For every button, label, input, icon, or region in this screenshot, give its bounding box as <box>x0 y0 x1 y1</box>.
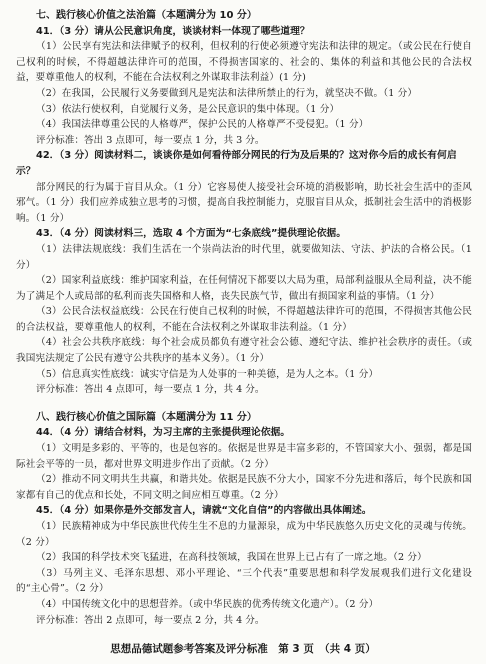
q43-answer-2: （2）国家利益底线：维护国家利益，在任何情况下都要以大局为重，局部利益服从全局利益，决不能为了满足个人或局部的私利而丧失国格和人格，丧失民族气节，做出有损国家利益的事情。（1 分） <box>16 275 472 302</box>
q43-answer-1: （1）法律法规底线：我们生活在一个崇尚法治的时代里，就要做知法、守法、护法的合格公民。（1 分） <box>16 243 472 271</box>
q41-answer-3: （3）依法行使权利，自觉履行义务，是公民意识的集中体现。（1 分） <box>36 103 340 115</box>
q43-scoring: 评分标准：答出 4 点即可，每一要点 1 分，共 4 分。 <box>36 384 265 396</box>
q44-answer-1: （1）文明是多彩的、平等的，也是包容的。依据是世界是丰富多彩的，不管国家大小、强弱，都是国际社会平等的一员，都对世界文明进步作出了贡献。（2 分） <box>16 443 472 470</box>
q41-answer-4: （4）我国法律尊重公民的人格尊严，保护公民的人格尊严不受侵犯。（1 分） <box>36 119 369 131</box>
question-44-title: 44．（4 分）请结合材料，为习主席的主张提供理论依据。 <box>36 427 291 439</box>
question-43-title: 43．（4 分）阅读材料三，选取 4 个方面为“七条底线”提供理论依据。 <box>36 228 346 240</box>
q43-answer-5: （5）信息真实性底线：诚实守信是为人处事的一种美德，是为人之本。（1 分） <box>36 368 379 380</box>
q45-answer-2: （2）我国的科学技术突飞猛进，在高科技领域，我国在世界上已占有了一席之地。（2 分） <box>36 552 427 564</box>
q41-scoring: 评分标准：答出 3 点即可，每一要点 1 分，共 3 分。 <box>36 134 265 146</box>
q45-answer-1: （1）民族精神成为中华民族世代传生生不息的力量源泉，成为中华民族悠久历史文化的灵魂与传统。（2 分） <box>16 521 472 548</box>
q43-answer-4: （4）社会公共秩序底线：每个社会成员都负有遵守社会公德、遵纪守法、维护社会秩序的责任。（或我国宪法规定了公民有遵守公共秩序的基本义务）。（1 分） <box>16 337 472 365</box>
q42-answer-1: 部分网民的行为属于盲目从众。（1 分）它容易使人接受社会环境的消极影响，助长社会生活中的歪风邪气。（1 分）我们应养成独立思考的习惯，提高自我控制能力，克服盲目从众，抵制社会生活中的消极影响。（1 分） <box>16 181 472 224</box>
question-45-title: 45．（4 分）如果你是外交部发言人，请就“文化自信”的内容做出具体阐述。 <box>36 505 372 517</box>
q44-answer-2: （2）推动不同文明共生共赢，和谐共处。依据是民族不分大小，国家不分先进和落后，每个民族和国家都有自己的优点和长处，不同文明之间应相互尊重。（2 分） <box>16 474 472 501</box>
q45-answer-4: （4）中国传统文化中的思想营养。（或中华民族的优秀传统文化遗产）。（2 分） <box>36 598 379 610</box>
q45-answer-3: （3）马列主义、毛泽东思想、邓小平理论、“三个代表”重要思想和科学发展观我们进行文化建设的“主心骨”。（2 分） <box>16 567 472 595</box>
section-8-title: 八、践行核心价值之国际篇（本题满分为 11 分） <box>36 411 257 423</box>
section-7-title: 七、践行核心价值之法治篇（本题满分为 10 分） <box>36 10 257 21</box>
q45-scoring: 评分标准：答出 2 点即可，每一要点 2 分，共 4 分。 <box>36 614 265 626</box>
section-gap <box>16 398 472 410</box>
page-footer: 思想品德试题参考答案及评分标准 第 3 页 （共 4 页） <box>110 643 376 656</box>
q41-answer-1: （1）公民享有宪法和法律赋予的权利，但权利的行使必须遵守宪法和法律的规定。（或公民在行使自己权利的时候，不得超越法律许可的范围，不得损害国家的、社会的、集体的利益和其他公民的合法权益，要尊重他人的权利，不能在合法权利之外谋取非法利益）(1 分) <box>16 41 472 84</box>
q41-answer-2: （2）在我国，公民履行义务要做到凡是宪法和法律所禁止的行为，就坚决不做。（1 分） <box>36 87 418 99</box>
question-41-title: 41．（3 分）请从公民意识角度，谈谈材料一体现了哪些道理？ <box>36 25 310 37</box>
q43-answer-3: （3）公民合法权益底线：公民在行使自己权利的时候，不得超越法律许可的范围，不得损害其他公民的合法权益，要尊重他人的权利，不能在合法权利之外谋取非法利益。（1 分） <box>16 306 472 333</box>
question-42-title: 42．（3 分）阅读材料二，谈谈你是如何看待部分网民的行为及后果的？这对你今后的成长有何启示？ <box>16 150 457 177</box>
